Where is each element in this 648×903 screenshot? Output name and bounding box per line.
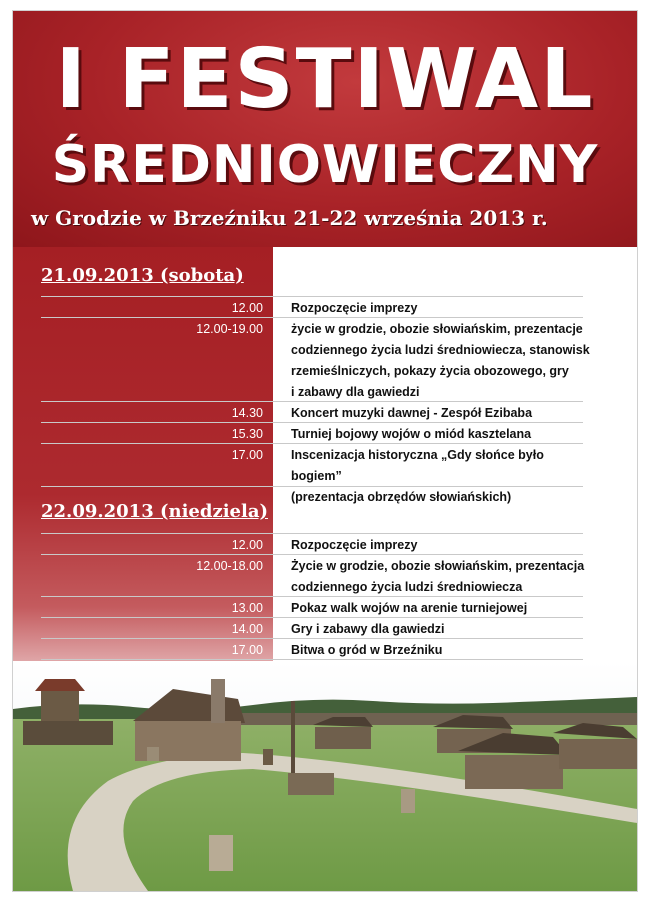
schedule-row <box>41 596 583 618</box>
event-time: 12.00-19.00 <box>196 322 263 336</box>
event-time: 14.00 <box>231 622 263 636</box>
schedule-row <box>41 638 583 660</box>
schedule-row <box>41 443 583 504</box>
event-time: 12.00 <box>231 538 263 552</box>
event-description: Turniej bojowy wojów o miód kasztelana <box>291 427 532 441</box>
stronghold-photo <box>13 661 637 891</box>
event-time: 17.00 <box>231 643 263 657</box>
schedule-row <box>41 401 583 423</box>
schedule-row <box>41 422 583 444</box>
event-time: 13.00 <box>231 601 263 615</box>
event-description: Rozpoczęcie imprezy <box>291 538 418 552</box>
event-time: 14.30 <box>231 406 263 420</box>
poster-subtitle: w Grodzie w Brzeźniku 21-22 września 2013 r. <box>31 206 548 230</box>
day-heading-sunday: 22.09.2013 (niedziela) <box>41 501 269 522</box>
poster-title-line2: ŚREDNIOWIECZNY <box>51 135 599 195</box>
schedule-area <box>13 247 637 697</box>
event-description: Pokaz walk wojów na arenie turniejowej <box>291 601 528 615</box>
poster-header <box>13 11 637 247</box>
event-description: Bitwa o gród w Brzeźniku <box>291 643 443 657</box>
festival-poster <box>12 10 638 892</box>
schedule-row <box>41 533 583 555</box>
schedule-row <box>41 296 583 318</box>
schedule-row <box>41 554 583 597</box>
event-description: Inscenizacja historyczna „Gdy słońce było bogiem” (prezentacja obrzędów słowiańskich) <box>291 448 544 504</box>
stronghold-illustration <box>13 661 637 891</box>
event-time: 15.30 <box>231 427 263 441</box>
event-description: Rozpoczęcie imprezy <box>291 301 418 315</box>
event-time: 12.00 <box>231 301 263 315</box>
event-description: Koncert muzyki dawnej - Zespół Ezibaba <box>291 406 533 420</box>
day-heading-saturday: 21.09.2013 (sobota) <box>41 265 244 286</box>
event-time: 17.00 <box>231 448 263 462</box>
event-description: Gry i zabawy dla gawiedzi <box>291 622 445 636</box>
event-description: Życie w grodzie, obozie słowiańskim, prezentacja codziennego życia ludzi średniowiecza <box>291 559 585 594</box>
poster-title-line1: I FESTIWAL <box>55 32 595 127</box>
schedule-row <box>41 617 583 639</box>
event-time: 12.00-18.00 <box>196 559 263 573</box>
event-description: życie w grodzie, obozie słowiańskim, prezentacje codziennego życia ludzi średniowiecza, stanowisk rzemieślniczych, pokazy życia obozowego, gry i zabawy dla gawiedzi <box>291 322 590 399</box>
schedule-row <box>41 317 590 402</box>
